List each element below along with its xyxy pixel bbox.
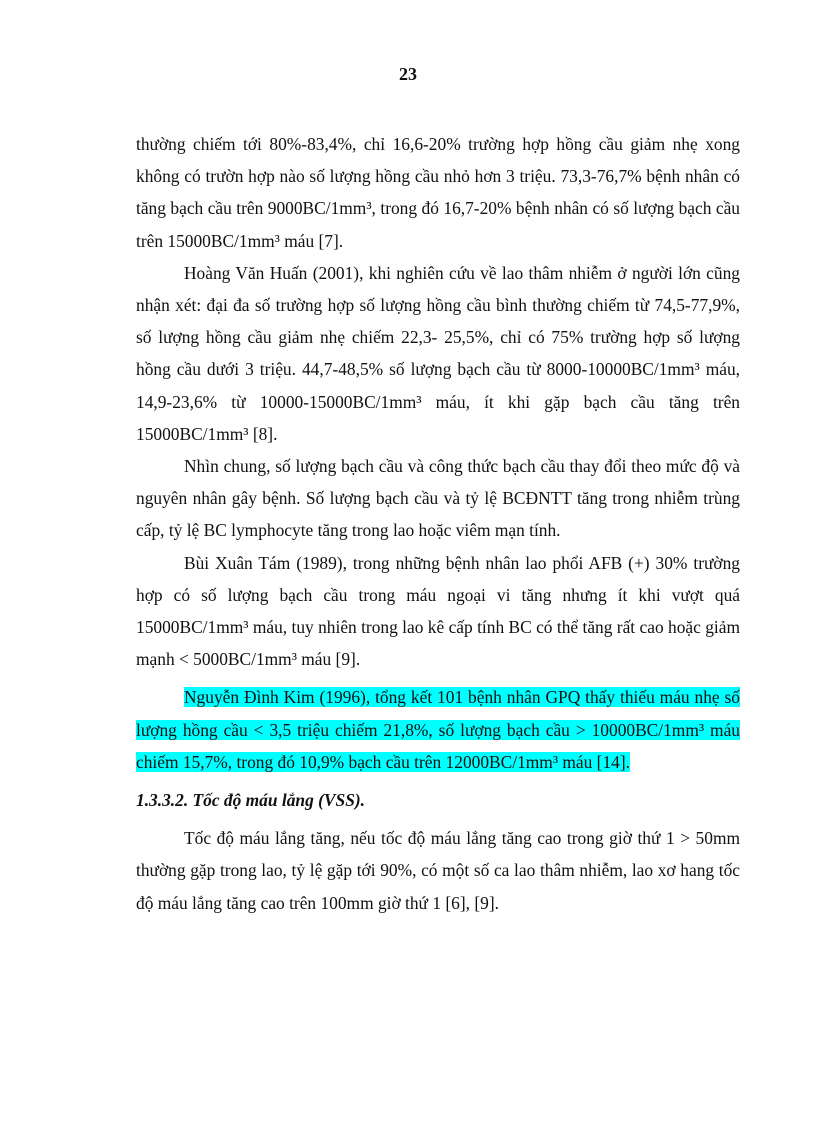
paragraph-5-highlighted — [136, 681, 740, 778]
paragraph-1: thường chiếm tới 80%-83,4%, chỉ 16,6-20% trường hợp hồng cầu giảm nhẹ xong không có trườn hợp nào số lượng hồng cầu nhỏ hơn 3 triệu. 73,3-76,7% bệnh nhân có tăng bạch cầu trên 9000BC/1mm³, trong đó 16,7-20% bệnh nhân có số lượng bạch cầu trên 15000BC/1mm³ máu [7]. — [136, 134, 740, 251]
highlighted-text: Nguyễn Đình Kim (1996), tổng kết 101 bệnh nhân GPQ thấy thiếu máu nhẹ số lượng hồng cầu < 3,5 triệu chiếm 21,8%, số lượng bạch cầu > 10000BC/1mm³ máu chiếm 15,7%, trong đó 10,9% bạch cầu trên 12000BC/1mm³ máu [14]. — [136, 687, 740, 772]
paragraph-4: Bùi Xuân Tám (1989), trong những bệnh nhân lao phổi AFB (+) 30% trường hợp có số lượng bạch cầu trong máu ngoại vi tăng nhưng ít khi vượt quá 15000BC/1mm³ máu, tuy nhiên trong lao kê cấp tính BC có thể tăng rất cao hoặc giảm mạnh < 5000BC/1mm³ máu [9]. — [136, 552, 740, 670]
document-body — [136, 128, 740, 919]
section-heading: 1.3.3.2. Tốc độ máu lắng (VSS). — [136, 790, 365, 811]
paragraph-2: Hoàng Văn Huấn (2001), khi nghiên cứu về lao thâm nhiễm ở người lớn cũng nhận xét: đại đa số trường hợp số lượng hồng cầu bình thường chiếm từ 74,5-77,9%, số lượng hồng cầu giảm nhẹ chiếm 22,3- 25,5%, chỉ có 75% trường hợp số lượng hồng cầu dưới 3 triệu. 44,7-48,5% số lượng bạch cầu từ 8000-10000BC/1mm³ máu, 14,9-23,6% từ 10000-15000BC/1mm³ máu, ít khi gặp bạch cầu tăng trên 15000BC/1mm³ [8]. — [136, 262, 740, 444]
page-number: 23 — [399, 64, 417, 84]
paragraph-6: Tốc độ máu lắng tăng, nếu tốc độ máu lắng tăng cao trong giờ thứ 1 > 50mm thường gặp trong lao, tỷ lệ gặp tới 90%, có một số ca lao thâm nhiễm, lao xơ hang tốc độ máu lắng tăng cao trên 100mm giờ thứ 1 [6], [9]. — [136, 828, 740, 913]
paragraph-3: Nhìn chung, số lượng bạch cầu và công thức bạch cầu thay đổi theo mức độ và nguyên nhân gây bệnh. Số lượng bạch cầu và tỷ lệ BCĐNTT tăng trong nhiễm trùng cấp, tỷ lệ BC lymphocyte tăng trong lao hoặc viêm mạn tính. — [136, 456, 740, 541]
